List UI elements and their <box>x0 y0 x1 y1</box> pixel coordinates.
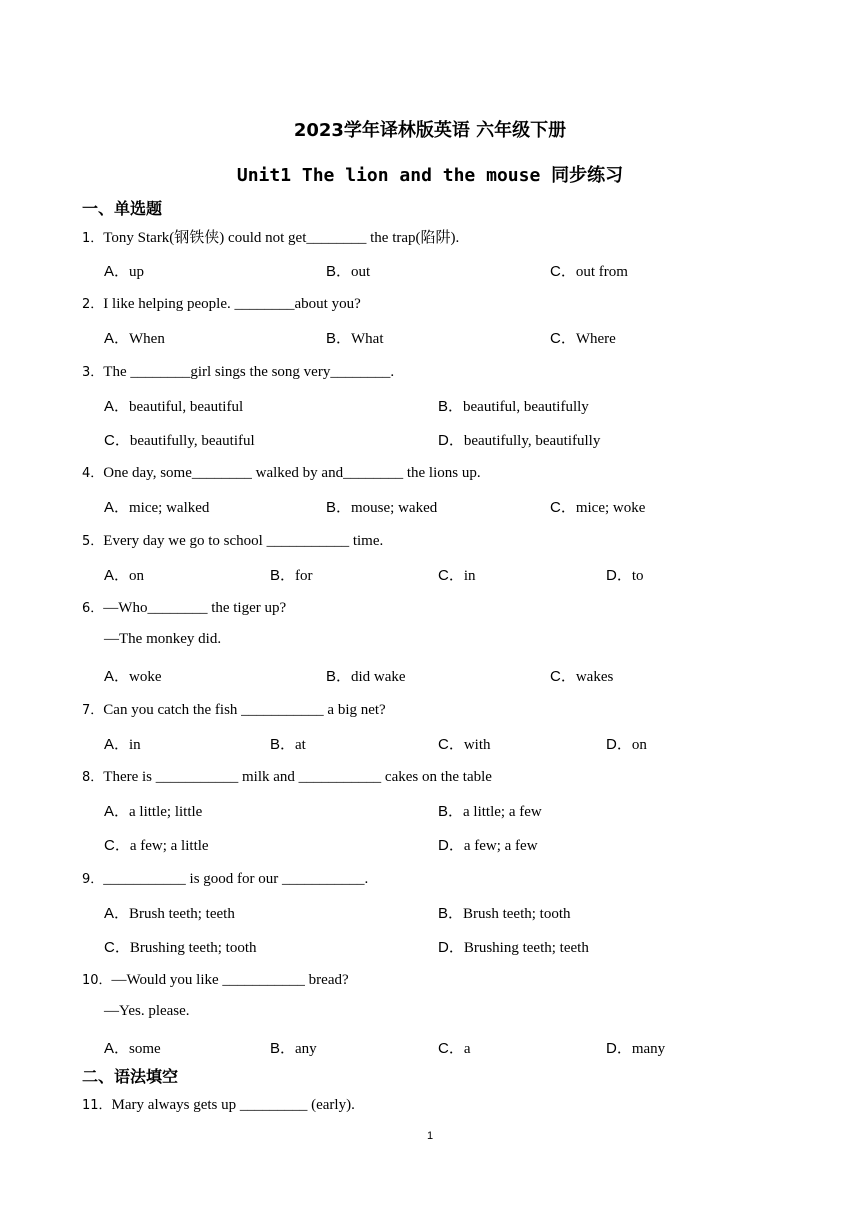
option-3c: C．beautifully, beautiful <box>104 432 255 449</box>
question-1 <box>82 226 459 247</box>
option-1c: C．out from <box>550 263 628 280</box>
question-text: ___________ is good for our ___________. <box>103 871 369 887</box>
question-2 <box>82 293 361 313</box>
question-text: —Who________ the tiger up? <box>103 600 287 616</box>
question-text: Tony Stark(钢铁侠) could not get________ the trap(陷阱). <box>103 230 460 246</box>
question-text: Mary always gets up <box>111 1097 240 1113</box>
question-text: There is ___________ milk and ___________ cakes on the table <box>103 769 492 785</box>
question-number: 10． <box>82 973 112 988</box>
question-5 <box>82 530 383 550</box>
option-3a: A．beautiful, beautiful <box>104 398 244 415</box>
option-4c: C．mice; woke <box>550 499 646 516</box>
question-text: I like helping people. ________about you? <box>103 296 361 312</box>
option-7d: D．on <box>606 736 647 753</box>
option-2a: A．When <box>104 330 165 347</box>
question-8 <box>82 766 492 786</box>
option-1b: B．out <box>326 263 371 280</box>
option-5d: D．to <box>606 567 644 584</box>
question-number: 5． <box>82 534 104 549</box>
question-3 <box>82 361 394 381</box>
page-number: 1 <box>426 1130 434 1142</box>
question-9 <box>82 868 368 888</box>
question-6 <box>82 597 286 617</box>
option-4b: B．mouse; waked <box>326 499 438 516</box>
option-3d: D．beautifully, beautifully <box>438 432 601 449</box>
option-3b: B．beautiful, beautifully <box>438 398 589 415</box>
option-9b: B．Brush teeth; tooth <box>438 905 571 922</box>
option-6b: B．did wake <box>326 668 406 685</box>
option-7a: A．in <box>104 736 141 753</box>
question-7 <box>82 699 386 719</box>
option-10c: C．a <box>438 1040 471 1057</box>
document-subtitle: Unit1 The lion and the mouse 同步练习 <box>236 165 624 186</box>
question-text: The ________girl sings the song very________. <box>103 364 395 380</box>
section-heading-grammar-fill: 二、语法填空 <box>82 1067 179 1086</box>
option-7b: B．at <box>270 736 306 753</box>
question-10 <box>82 969 349 989</box>
dialogue-reply: —The monkey did. <box>104 631 222 647</box>
option-8d: D．a few; a few <box>438 837 538 854</box>
section-heading-single-choice: 一、单选题 <box>82 199 163 218</box>
question-hint: (early). <box>307 1097 355 1113</box>
option-2b: B．What <box>326 330 384 347</box>
document-title: 2023学年译林版英语 六年级下册 <box>293 120 567 141</box>
option-9d: D．Brushing teeth; teeth <box>438 939 589 956</box>
answer-blank: _________ <box>239 1097 308 1113</box>
question-text: —Would you like ___________ bread? <box>111 972 349 988</box>
question-number: 9． <box>82 872 104 887</box>
option-9a: A．Brush teeth; teeth <box>104 905 235 922</box>
question-number: 11． <box>82 1098 112 1113</box>
option-6c: C．wakes <box>550 668 614 685</box>
option-8c: C．a few; a little <box>104 837 209 854</box>
question-text: Can you catch the fish ___________ a big net? <box>103 702 386 718</box>
dialogue-reply: —Yes. please. <box>104 1003 190 1019</box>
option-1a: A．up <box>104 263 145 280</box>
option-2c: C．Where <box>550 330 616 347</box>
question-number: 6． <box>82 601 104 616</box>
question-number: 2． <box>82 297 104 312</box>
question-number: 7． <box>82 703 104 718</box>
option-10a: A．some <box>104 1040 161 1057</box>
option-5a: A．on <box>104 567 145 584</box>
option-4a: A．mice; walked <box>104 499 210 516</box>
option-6a: A．woke <box>104 668 162 685</box>
option-8b: B．a little; a few <box>438 803 542 820</box>
question-number: 3． <box>82 365 104 380</box>
option-8a: A．a little; little <box>104 803 203 820</box>
question-4 <box>82 462 481 482</box>
question-number: 4． <box>82 466 104 481</box>
option-10b: B．any <box>270 1040 317 1057</box>
question-number: 8． <box>82 770 104 785</box>
option-9c: C．Brushing teeth; tooth <box>104 939 257 956</box>
option-10d: D．many <box>606 1040 666 1057</box>
option-5b: B．for <box>270 567 313 584</box>
question-11 <box>82 1094 355 1114</box>
question-text: Every day we go to school ___________ time. <box>103 533 384 549</box>
option-5c: C．in <box>438 567 476 584</box>
question-number: 1． <box>82 231 104 246</box>
option-7c: C．with <box>438 736 491 753</box>
question-text: One day, some________ walked by and________ the lions up. <box>103 465 481 481</box>
